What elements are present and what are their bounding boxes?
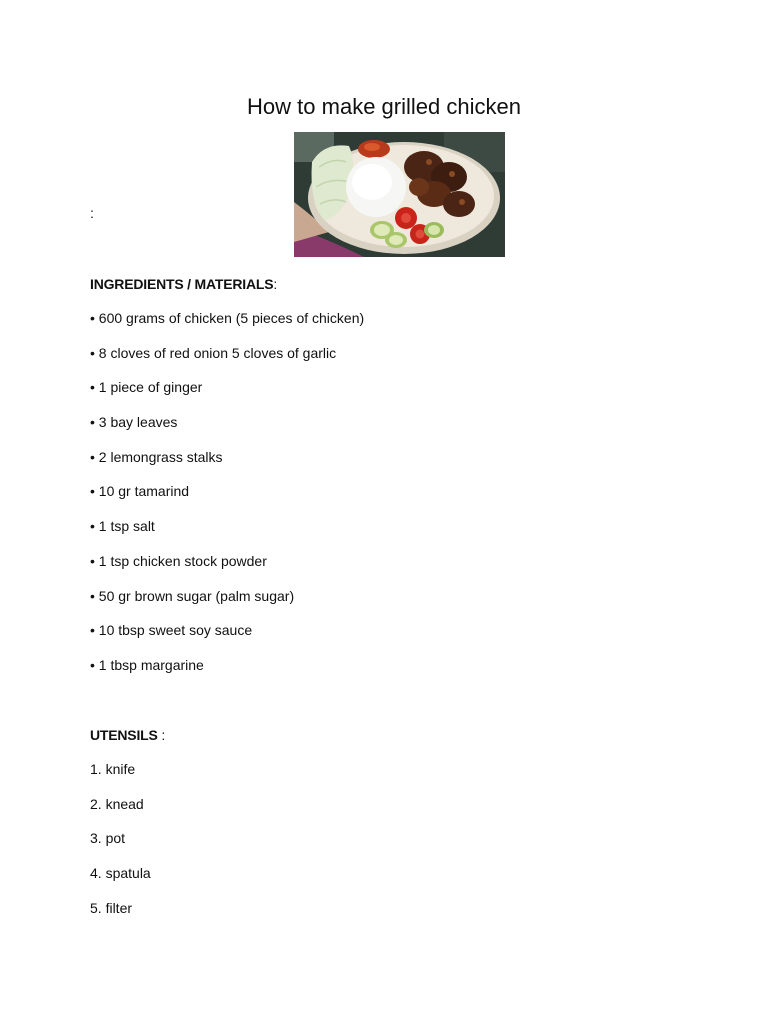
utensils-heading — [90, 726, 165, 744]
list-item: • 1 tsp chicken stock powder — [90, 552, 267, 569]
list-item: 1. knife — [90, 761, 136, 777]
list-item: • 10 gr tamarind — [90, 483, 190, 500]
list-item: • 1 tbsp margarine — [90, 656, 204, 673]
list-item: 4. spatula — [90, 865, 151, 882]
list-item: • 1 tsp salt — [90, 518, 155, 535]
ingredients-list — [90, 309, 364, 691]
utensils-heading-label: UTENSILS — [90, 727, 158, 743]
list-item: 2. knead — [90, 795, 144, 812]
grilled-chicken-photo — [294, 132, 505, 257]
list-item: 3. pot — [90, 830, 126, 847]
list-item: • 50 gr brown sugar (palm sugar) — [90, 587, 295, 604]
ingredients-heading-label: INGREDIENTS / MATERIALS — [90, 276, 274, 292]
list-item: • 600 grams of chicken (5 pieces of chicken) — [90, 310, 365, 326]
utensils-heading-suffix: : — [157, 727, 166, 743]
list-item: • 3 bay leaves — [90, 414, 178, 431]
list-item: • 8 cloves of red onion 5 cloves of garlic — [90, 344, 337, 361]
list-item: • 10 tbsp sweet soy sauce — [90, 622, 253, 639]
list-item: • 2 lemongrass stalks — [90, 448, 223, 465]
utensils-list — [90, 760, 151, 933]
page-title: How to make grilled chicken — [247, 94, 521, 119]
ingredients-heading-suffix: : — [273, 276, 278, 292]
list-item: • 1 piece of ginger — [90, 379, 203, 396]
ingredients-heading — [90, 275, 277, 293]
list-item: 5. filter — [90, 899, 133, 916]
intro-colon: : — [90, 205, 94, 221]
grilled-chicken-plate-photo-icon — [294, 132, 505, 257]
